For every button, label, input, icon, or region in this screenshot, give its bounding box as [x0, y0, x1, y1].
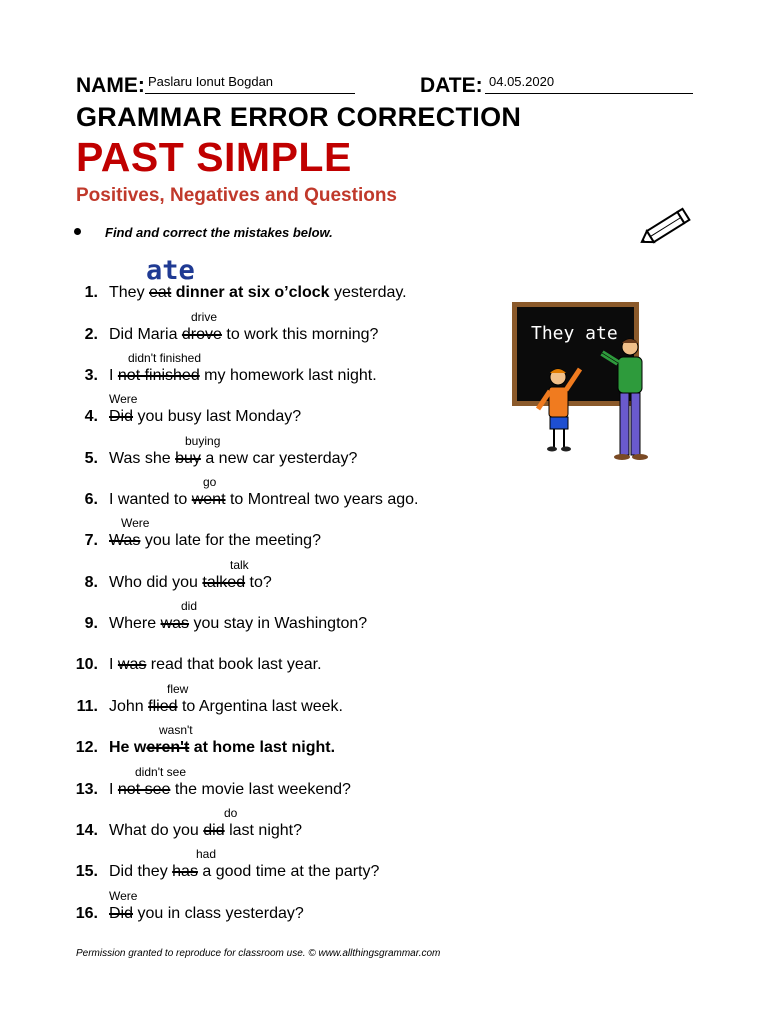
- item-number: 13.: [75, 781, 98, 798]
- name-value: Paslaru Ionut Bogdan: [148, 74, 274, 89]
- handwritten-correction: ate: [146, 255, 195, 286]
- item-sentence: [109, 284, 407, 302]
- crossed-out-word: drove: [181, 326, 222, 343]
- item-sentence: [109, 847, 380, 881]
- crossed-out-word: Was: [109, 532, 141, 549]
- crossed-out-word: went: [191, 491, 226, 508]
- handwritten-correction: didn't finished: [128, 351, 202, 365]
- handwritten-correction: had: [196, 847, 217, 861]
- teacher-student-illustration: [530, 335, 660, 465]
- sentence-end: you late for the meeting?: [140, 532, 321, 549]
- crossed-out-word: was: [160, 615, 190, 632]
- sentence-end: to work this morning?: [221, 326, 379, 343]
- sentence-end: yesterday.: [329, 284, 407, 301]
- handwritten-correction: Were: [109, 392, 138, 406]
- handwritten-correction: Were: [121, 516, 150, 530]
- exercise-item: [0, 847, 768, 883]
- item-number: 11.: [76, 698, 98, 715]
- handwritten-correction: buying: [185, 434, 221, 448]
- sentence-end: to Argentina last week.: [177, 698, 343, 715]
- item-sentence: [109, 558, 272, 592]
- item-number: 4.: [84, 408, 98, 425]
- sentence-end: last night?: [224, 822, 303, 839]
- handwritten-correction: do: [224, 806, 238, 820]
- exercise-item: [0, 516, 768, 552]
- item-sentence: [109, 392, 302, 426]
- crossed-out-word: flied: [148, 698, 178, 715]
- crossed-out-word: not finished: [117, 367, 200, 384]
- exercise-item: [0, 475, 768, 511]
- crossed-out-word: has: [172, 863, 198, 880]
- handwritten-correction: wasn't: [159, 723, 193, 737]
- sentence-start: I wanted to: [109, 491, 192, 508]
- crossed-out-word: eat: [149, 284, 172, 301]
- sentence-start: They: [109, 284, 150, 301]
- handwritten-correction: drive: [191, 310, 218, 324]
- crossed-out-word: was: [117, 656, 147, 673]
- chalkboard-text: They ate: [531, 323, 618, 344]
- instruction-text: Find and correct the mistakes below.: [105, 225, 333, 240]
- sentence-end: you busy last Monday?: [133, 408, 302, 425]
- sentence-start: Who did you: [109, 574, 203, 591]
- date-underline: [485, 93, 693, 94]
- crossed-out-word: Did: [109, 905, 134, 922]
- item-sentence: [109, 682, 343, 716]
- crossed-out-word: eren't: [146, 739, 190, 756]
- crossed-out-word: not see: [117, 781, 171, 798]
- sentence-start: Was she: [109, 450, 176, 467]
- item-sentence: [109, 806, 303, 840]
- item-number: 12.: [75, 739, 98, 756]
- date-label: DATE:: [420, 74, 483, 97]
- item-number: 7.: [84, 532, 98, 549]
- handwritten-correction: did: [181, 599, 198, 613]
- item-number: 9.: [84, 615, 98, 632]
- sentence-end: to Montreal two years ago.: [225, 491, 419, 508]
- sentence-start: What do you: [109, 822, 204, 839]
- pencil-icon: [636, 206, 694, 250]
- exercise-item: [0, 889, 768, 925]
- exercise-item: [0, 280, 768, 304]
- handwritten-correction: flew: [167, 682, 189, 696]
- sentence-end: at home last night.: [189, 739, 336, 756]
- sentence-end: the movie last weekend?: [170, 781, 351, 798]
- sentence-start: Did they: [109, 863, 173, 880]
- exercise-item: [0, 682, 768, 718]
- footer-permission: Permission granted to reproduce for classroom use. © www.allthingsgrammar.com: [76, 948, 441, 959]
- item-sentence: [109, 310, 379, 344]
- exercise-item: [0, 765, 768, 801]
- exercise-item: [0, 652, 768, 676]
- crossed-out-word: buy: [175, 450, 201, 467]
- item-sentence: [109, 475, 419, 509]
- sentence-bold-part: dinner at six o’clock: [171, 284, 330, 301]
- sentence-start: Did Maria: [109, 326, 182, 343]
- item-number: 3.: [84, 367, 98, 384]
- item-number: 16.: [75, 905, 98, 922]
- sentence-start: He w: [109, 739, 147, 756]
- date-value: 04.05.2020: [489, 74, 555, 89]
- sentence-start: I: [109, 656, 118, 673]
- name-label: NAME:: [76, 74, 145, 97]
- item-number: 5.: [84, 450, 98, 467]
- handwritten-correction: Were: [109, 889, 138, 903]
- sentence-start: John: [109, 698, 149, 715]
- item-sentence: [109, 351, 377, 385]
- sentence-start: I: [109, 367, 118, 384]
- topic-subtitle: Positives, Negatives and Questions: [76, 185, 397, 206]
- handwritten-correction: go: [203, 475, 217, 489]
- item-number: 15.: [75, 863, 98, 880]
- sentence-end: you stay in Washington?: [189, 615, 368, 632]
- item-number: 14.: [75, 822, 98, 839]
- sentence-start: Where: [109, 615, 161, 632]
- item-sentence: [109, 434, 358, 468]
- item-number: 8.: [84, 574, 98, 591]
- item-sentence: [109, 723, 336, 757]
- sentence-start: I: [109, 781, 118, 798]
- handwritten-correction: didn't see: [135, 765, 186, 779]
- item-number: 1.: [84, 284, 98, 301]
- exercise-item: [0, 558, 768, 594]
- crossed-out-word: Did: [109, 408, 134, 425]
- sentence-end: my homework last night.: [199, 367, 377, 384]
- sentence-end: read that book last year.: [146, 656, 322, 673]
- exercise-item: [0, 806, 768, 842]
- exercise-item: [0, 599, 768, 635]
- item-number: 6.: [84, 491, 98, 508]
- sentence-end: you in class yesterday?: [133, 905, 304, 922]
- item-sentence: [109, 656, 322, 674]
- exercise-item: [0, 723, 768, 759]
- worksheet-title: GRAMMAR ERROR CORRECTION: [76, 102, 522, 132]
- item-sentence: [109, 765, 351, 799]
- sentence-end: to?: [245, 574, 272, 591]
- item-number: 10.: [75, 656, 98, 673]
- topic-title: PAST SIMPLE: [76, 134, 352, 180]
- item-number: 2.: [84, 326, 98, 343]
- crossed-out-word: talked: [202, 574, 246, 591]
- crossed-out-word: did: [203, 822, 225, 839]
- item-sentence: [109, 599, 368, 633]
- handwritten-correction: talk: [230, 558, 249, 572]
- name-underline: [145, 93, 355, 94]
- sentence-end: a good time at the party?: [197, 863, 380, 880]
- item-sentence: [109, 889, 304, 923]
- item-sentence: [109, 516, 321, 550]
- bullet-icon: [74, 228, 81, 235]
- sentence-end: a new car yesterday?: [200, 450, 358, 467]
